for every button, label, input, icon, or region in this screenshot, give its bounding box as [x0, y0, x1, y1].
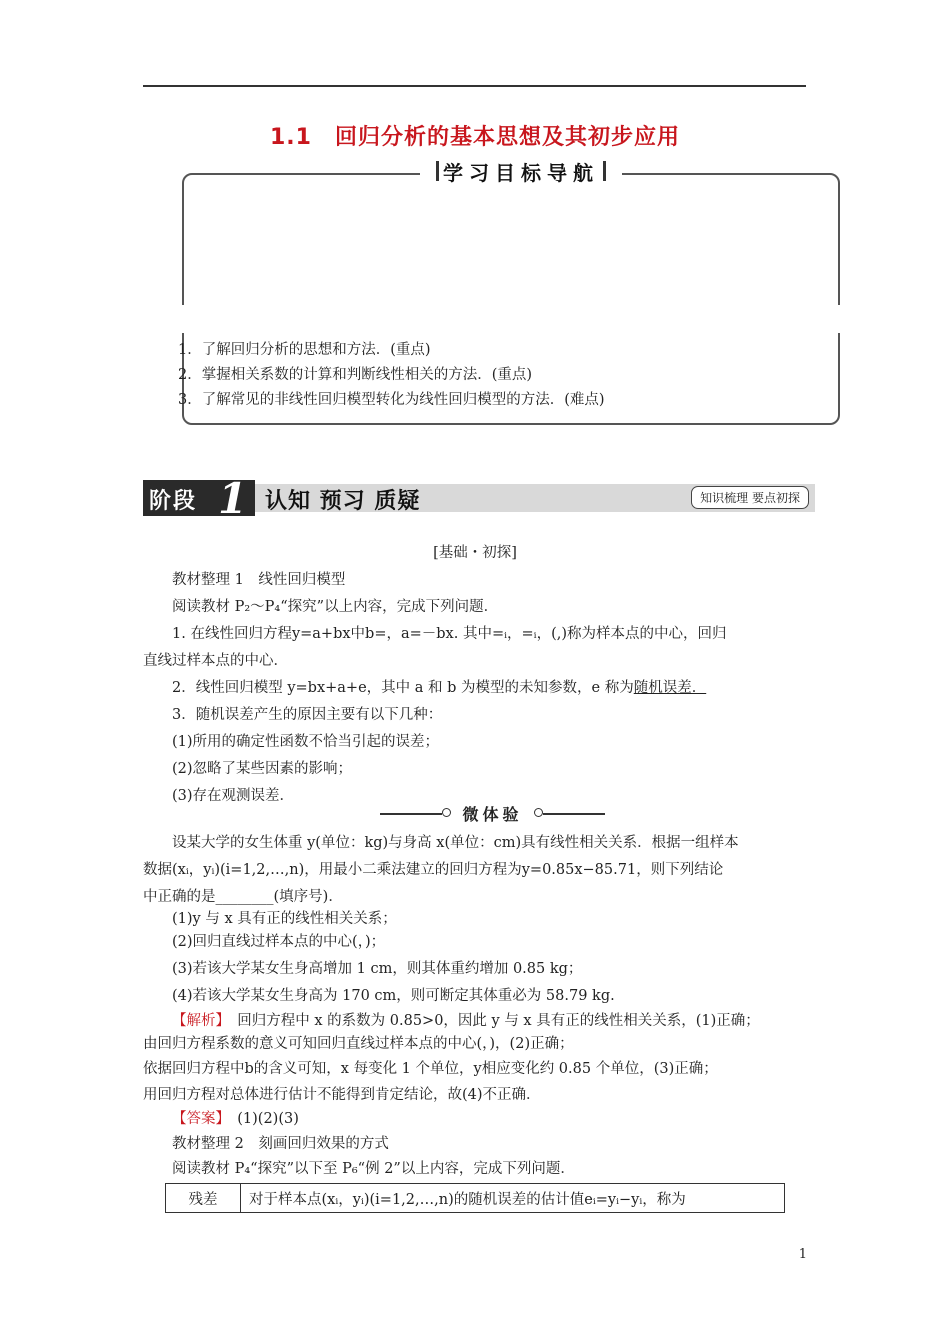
- stage-subtitle: 认知 预习 质疑: [265, 488, 421, 514]
- table-cell: 残差: [166, 1184, 241, 1213]
- goal-header: [420, 154, 622, 188]
- analysis-line: 由回归方程系数的意义可知回归直线过样本点的中心(，)，(2)正确；: [143, 1036, 574, 1052]
- section1-item1: 1. 在线性回归方程y=a+bx中b=，a=－bx. 其中=ᵢ，=ᵢ，(,)称为样本点的中心，回归: [172, 626, 727, 642]
- reason-item: (2)忽略了某些因素的影响；: [172, 761, 353, 777]
- stage-banner: [143, 474, 815, 523]
- residual-table: [165, 1183, 785, 1213]
- page-title: 1.1 回归分析的基本思想及其初步应用: [270, 125, 680, 150]
- section1-heading: 教材整理 1 线性回归模型: [172, 572, 346, 588]
- problem-option: (2)回归直线过样本点的中心(，)；: [172, 934, 386, 950]
- section1-item2: [172, 675, 706, 702]
- section2-intro: 阅读教材 P₄“探究”以下至 P₆“例 2”以上内容，完成下列问题．: [172, 1161, 575, 1177]
- stage-label: 阶段: [149, 489, 198, 514]
- goal-item: 2．掌握相关系数的计算和判断线性相关的方法．(重点): [178, 367, 533, 383]
- goal-item: 3．了解常见的非线性回归模型转化为线性回归模型的方法．(难点): [178, 392, 605, 408]
- problem-option: (1)y 与 x 具有正的线性相关关系；: [172, 911, 397, 927]
- problem-line: 数据(xᵢ，yᵢ)(i=1,2,…,n)，用最小二乘法建立的回归方程为y=0.85x−85.71，则下列结论: [143, 862, 724, 878]
- table-row: [166, 1184, 785, 1213]
- goal-header-text: 学习目标导航: [443, 160, 599, 185]
- section1-item1-cont: 直线过样本点的中心．: [143, 653, 288, 669]
- answer-label: 【答案】: [172, 1111, 223, 1127]
- analysis-line: 依据回归方程中b的含义可知，x 每变化 1 个单位，y相应变化约 0.85 个单位，(3)正确；: [143, 1061, 718, 1077]
- reason-item: (1)所用的确定性函数不恰当引起的误差；: [172, 734, 440, 750]
- section2-heading: 教材整理 2 刻画回归效果的方式: [172, 1136, 389, 1152]
- problem-line: 设某大学的女生体重 y(单位：kg)与身高 x(单位：cm)具有线性相关关系．根据一组样本: [172, 835, 739, 851]
- circle-icon: [534, 808, 543, 817]
- problem-option: (3)若该大学某女生身高增加 1 cm，则其体重约增加 0.85 kg；: [172, 961, 583, 977]
- stage-number: 1: [218, 474, 248, 523]
- page-number: 1: [798, 1247, 807, 1262]
- answer-line: [172, 1106, 299, 1133]
- wei-title: 微体验: [462, 805, 523, 824]
- basic-tag: [基础・初探]: [433, 545, 517, 561]
- analysis-text: 回归方程中 x 的系数为 0.85>0，因此 y 与 x 具有正的线性相关关系，(1)正确；: [222, 1013, 760, 1029]
- answer-value: (1)(2)(3): [222, 1111, 299, 1127]
- goal-list: [178, 338, 605, 413]
- bar-icon: [436, 161, 439, 181]
- problem-line: 中正确的是________(填序号)．: [143, 889, 343, 905]
- analysis-line: 用回归方程对总体进行估计不能得到肯定结论，故(4)不正确．: [143, 1087, 541, 1103]
- bar-icon: [603, 161, 606, 181]
- section1-intro: 阅读教材 P₂～P₄“探究”以上内容，完成下列问题．: [172, 599, 499, 615]
- section1-item3: 3．随机误差产生的原因主要有以下几种：: [172, 707, 443, 723]
- reason-item: (3)存在观测误差．: [172, 788, 295, 804]
- goal-item: 1．了解回归分析的思想和方法．(重点): [178, 342, 431, 358]
- item2-underlined: 随机误差．: [633, 680, 707, 696]
- problem-option: (4)若该大学某女生身高为 170 cm，则可断定其体重必为 58.79 kg.: [172, 988, 615, 1004]
- stage-tag: 知识梳理 要点初探: [691, 486, 809, 509]
- table-cell: 对于样本点(xᵢ，yᵢ)(i=1,2,…,n)的随机误差的估计值eᵢ=yᵢ−yᵢ，称为: [241, 1184, 785, 1213]
- item2-text: 2．线性回归模型 y=bx+a+e，其中 a 和 b 为模型的未知参数，e 称为: [172, 680, 634, 696]
- top-rule: [143, 85, 806, 87]
- wei-divider: [380, 803, 605, 825]
- analysis-label: 【解析】: [172, 1013, 223, 1029]
